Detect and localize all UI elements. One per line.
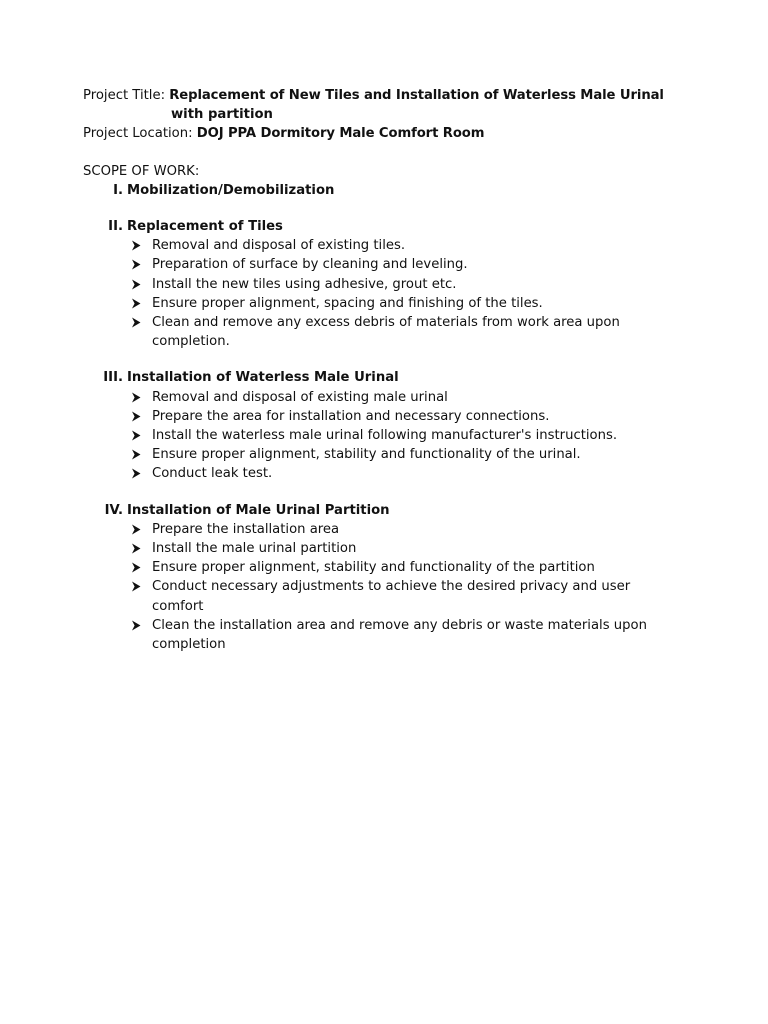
arrowhead-bullet-icon <box>131 411 141 422</box>
section-title: Mobilization/Demobilization <box>127 182 335 198</box>
list-item-text: Install the male urinal partition <box>152 541 357 556</box>
list-item <box>83 313 652 351</box>
list-item <box>83 426 652 445</box>
list-item <box>83 294 652 313</box>
arrowhead-bullet-icon <box>131 468 141 479</box>
list-item <box>83 407 652 426</box>
list-item <box>83 388 652 407</box>
list-item-text: Ensure proper alignment, spacing and finishing of the tiles. <box>152 295 543 311</box>
scope-document <box>83 86 723 654</box>
list-item <box>83 558 652 577</box>
arrowhead-bullet-icon <box>131 430 141 441</box>
list-item <box>83 236 652 255</box>
arrowhead-bullet-icon <box>131 581 141 592</box>
section-numeral: IV. <box>104 502 123 518</box>
list-item-text: Conduct necessary adjustments to achieve the desired privacy and user comfort <box>152 579 631 614</box>
list-item-text: Install the new tiles using adhesive, grout etc. <box>152 276 457 292</box>
list-item-text: Removal and disposal of existing male urinal <box>152 389 448 405</box>
scope-section <box>83 484 723 655</box>
arrowhead-bullet-icon <box>131 620 141 631</box>
section-title: Installation of Waterless Male Urinal <box>127 370 399 386</box>
list-item-text: Install the waterless male urinal following manufacturer's instructions. <box>152 428 618 443</box>
project-location-label: Project Location: <box>83 126 193 142</box>
arrowhead-bullet-icon <box>131 449 141 460</box>
scope-sections <box>83 181 723 654</box>
arrowhead-bullet-icon <box>131 562 141 573</box>
list-item <box>83 445 652 464</box>
arrowhead-bullet-icon <box>131 392 141 403</box>
project-title-continuation: with partition <box>171 107 273 123</box>
section-heading <box>83 217 723 236</box>
scope-section <box>83 181 723 200</box>
scope-section <box>83 351 723 483</box>
project-title-value: Replacement of New Tiles and Installation of Waterless Male Urinal <box>169 88 664 103</box>
section-numeral: II. <box>108 219 123 234</box>
arrowhead-bullet-icon <box>131 317 141 328</box>
section-heading <box>83 501 723 520</box>
section-heading <box>83 368 723 387</box>
project-title-row <box>83 86 723 105</box>
list-item <box>83 255 652 274</box>
project-title-label: Project Title: <box>83 88 166 103</box>
list-item <box>83 577 652 615</box>
list-item-text: Prepare the installation area <box>152 521 340 537</box>
arrowhead-bullet-icon <box>131 240 141 251</box>
section-title: Installation of Male Urinal Partition <box>127 502 390 518</box>
list-item-text: Removal and disposal of existing tiles. <box>152 238 406 254</box>
section-numeral: III. <box>103 370 123 386</box>
arrowhead-bullet-icon <box>131 259 141 270</box>
section-heading <box>83 181 723 200</box>
list-item <box>83 464 652 483</box>
section-spacer <box>83 484 723 501</box>
arrowhead-bullet-icon <box>131 543 141 554</box>
project-location-row <box>83 124 723 143</box>
section-numeral: I. <box>113 182 123 198</box>
list-item-text: Clean and remove any excess debris of materials from work area upon completion. <box>152 315 620 350</box>
list-item-text: Ensure proper alignment, stability and functionality of the partition <box>152 560 595 576</box>
section-item-list <box>83 520 723 654</box>
list-item-text: Ensure proper alignment, stability and functionality of the urinal. <box>152 447 581 463</box>
list-item <box>83 539 652 558</box>
list-item-text: Prepare the area for installation and necessary connections. <box>152 408 550 424</box>
list-item-text: Clean the installation area and remove any debris or waste materials upon completion <box>152 617 647 653</box>
arrowhead-bullet-icon <box>131 298 141 309</box>
section-title: Replacement of Tiles <box>127 219 283 234</box>
scope-section <box>83 200 723 351</box>
list-item <box>83 616 652 654</box>
list-item <box>83 520 652 539</box>
list-item-text: Conduct leak test. <box>152 466 273 482</box>
scope-heading: SCOPE OF WORK: <box>83 163 200 179</box>
arrowhead-bullet-icon <box>131 279 141 290</box>
section-item-list <box>83 388 723 484</box>
section-spacer <box>83 200 723 217</box>
project-location-value: DOJ PPA Dormitory Male Comfort Room <box>196 126 485 142</box>
arrowhead-bullet-icon <box>131 524 141 535</box>
list-item <box>83 275 652 294</box>
section-item-list <box>83 236 723 351</box>
list-item-text: Preparation of surface by cleaning and leveling. <box>152 257 468 273</box>
section-spacer <box>83 351 723 368</box>
